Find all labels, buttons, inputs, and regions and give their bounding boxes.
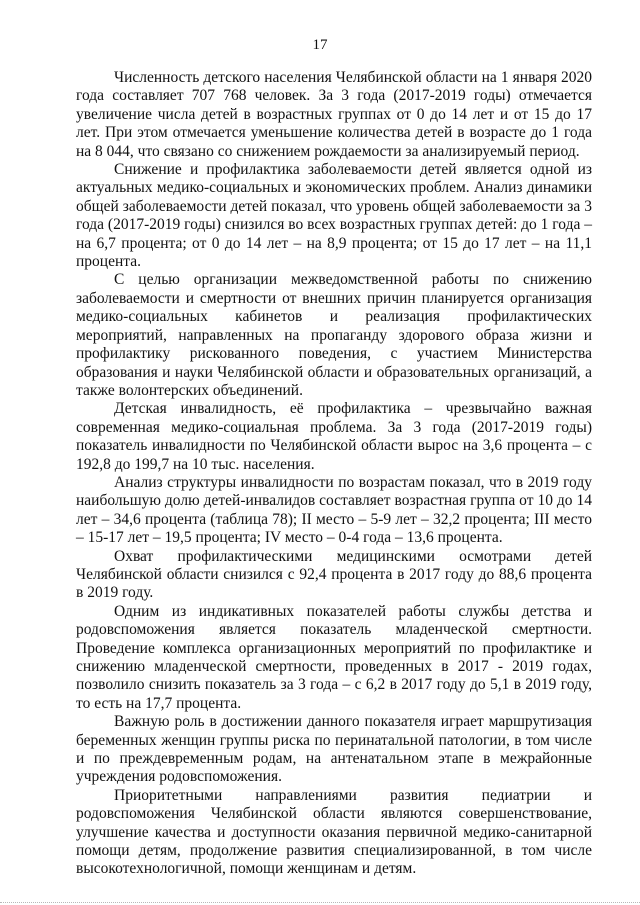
page-number: 17 [312, 37, 328, 53]
paragraph-infant-mortality: Одним из индикативных показателей работы службы детства и родовспоможения является показатель младенческой смертности. Проведение комплекса организационных мероприятий по профилактике и снижению младенческой смертности, проведенных в 2017 - 2019 годах, позволило снизить показатель за 3 года – с 6,2 в 2017 году до 5,1 в 2019 году, то есть на 17,7 процента. [76, 602, 592, 712]
paragraph-interagency-work: С целью организации межведомственной работы по снижению заболеваемости и смертности от внешних причин планируется организация медико-социальных кабинетов и реализация профилактических мероприятий, направленных на пропаганду здорового образа жизни и профилактику рискованного поведения, с участием Министерства образования и науки Челябинской области и образовательных организаций, а также волонтерских объединений. [76, 271, 592, 399]
paragraph-preventive-exams: Охват профилактическими медицинскими осмотрами детей Челябинской области снизился с 92,4 процента в 2017 году до 88,6 процента в 2019 году. [76, 547, 592, 602]
bottom-edge-rule [0, 902, 640, 903]
document-body [76, 69, 592, 879]
paragraph-routing: Важную роль в достижении данного показателя играет маршрутизация беременных женщин группы риска по перинатальной патологии, в том числе и по преждевременным родам, на антенатальном этапе в межрайонные учреждения родовспоможения. [76, 713, 592, 786]
paragraph-morbidity: Снижение и профилактика заболеваемости детей является одной из актуальных медико-социальных и экономических проблем. Анализ динамики общей заболеваемости детей показал, что уровень общей заболеваемости за 3 года (2017-2019 годы) снизился во всех возрастных группах детей: до 1 года – на 6,7 процента; от 0 до 14 лет – на 8,9 процента; от 15 до 17 лет – на 11,1 процента. [76, 161, 592, 271]
paragraph-child-population: Численность детского населения Челябинской области на 1 января 2020 года составляет 707 768 человек. За 3 года (2017-2019 годы) отмечается увеличение числа детей в возрастных группах от 0 до 14 лет и от 15 до 17 лет. При этом отмечается уменьшение количества детей в возрасте до 1 года на 8 044, что связано со снижением рождаемости за анализируемый период. [76, 69, 592, 160]
paragraph-child-disability: Детская инвалидность, её профилактика – чрезвычайно важная современная медико-социальная проблема. За 3 года (2017-2019 годы) показатель инвалидности по Челябинской области вырос на 3,6 процента – с 192,8 до 199,7 на 10 тыс. населения. [76, 400, 592, 473]
paragraph-disability-structure: Анализ структуры инвалидности по возрастам показал, что в 2019 году наибольшую долю детей-инвалидов составляет возрастная группа от 10 до 14 лет – 34,6 процента (таблица 78); II место – 5-9 лет – 32,2 процента; III место – 15-17 лет – 19,5 процента; IV место – 0-4 года – 13,6 процента. [76, 473, 592, 547]
paragraph-priorities: Приоритетными направлениями развития педиатрии и родовспоможения Челябинской области являются совершенствование, улучшение качества и доступности оказания первичной медико-санитарной помощи детям, продолжение развития специализированной, в том числе высокотехнологичной, помощи женщинам и детям. [76, 786, 592, 878]
